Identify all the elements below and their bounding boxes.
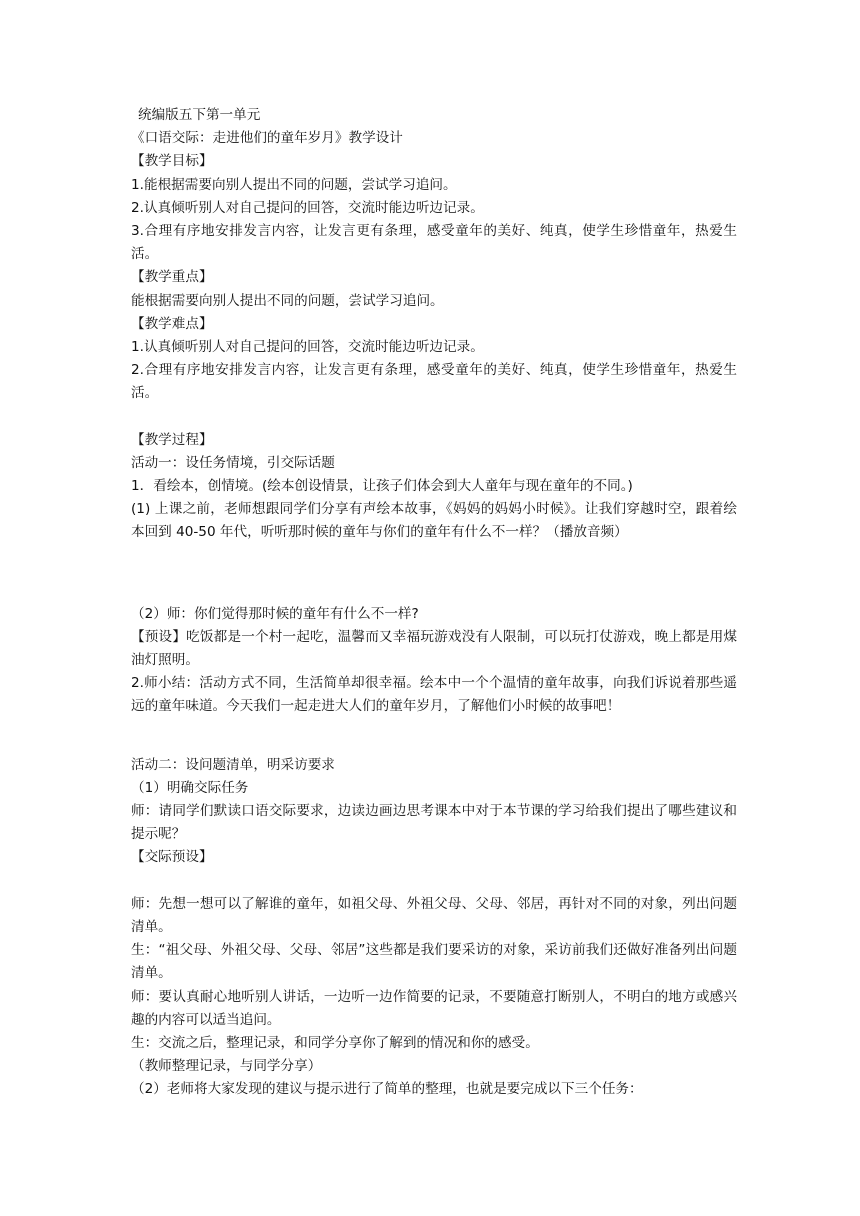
activity2-paragraph-7: （2）老师将大家发现的建议与提示进行了简单的整理，也就是要完成以下三个任务： xyxy=(131,1081,643,1098)
activity2-sub1: （1）明确交际任务 xyxy=(131,779,249,796)
spacer xyxy=(131,870,737,893)
document-page xyxy=(131,104,737,1102)
spacer xyxy=(131,719,737,754)
goal-item-3: 3.合理有序地安排发言内容，让发言更有条理，感受童年的美好、纯真，使学生珍惜童年，热爱生活。 xyxy=(131,223,737,263)
activity1-summary: 2.师小结：活动方式不同，生活简单却很幸福。绘本中一个个温情的童年故事，向我们诉说着那些遥远的童年味道。今天我们一起走进大人们的童年岁月，了解他们小时候的故事吧！ xyxy=(131,675,737,715)
difficulty-item-2: 2.合理有序地安排发言内容，让发言更有条理，感受童年的美好、纯真，使学生珍惜童年，热爱生活。 xyxy=(131,362,737,402)
difficulty-heading: 【教学难点】 xyxy=(131,315,213,332)
activity1-title: 活动一：设任务情境，引交际话题 xyxy=(131,454,335,471)
activity2-paragraph-1: 师：请同学们默读口语交际要求，边读边画边思考课本中对于本节课的学习给我们提出了哪些建议和提示呢？ xyxy=(131,803,737,843)
activity1-paragraph-1: (1) 上课之前，老师想跟同学们分享有声绘本故事，《妈妈的妈妈小时候》。让我们穿越时空，跟着绘本回到 40-50 年代，听听那时候的童年与你们的童年有什么不一样？（播放音频） xyxy=(131,501,737,541)
key-point-heading: 【教学重点】 xyxy=(131,269,213,286)
process-heading: 【教学过程】 xyxy=(131,431,213,448)
difficulty-item-1: 1.认真倾听别人对自己提问的回答，交流时能边听边记录。 xyxy=(131,339,484,356)
spacer xyxy=(131,406,737,429)
goal-item-2: 2.认真倾听别人对自己提问的回答，交流时能边听边记录。 xyxy=(131,199,484,216)
goals-heading: 【教学目标】 xyxy=(131,153,213,170)
document-title: 《口语交际：走进他们的童年岁月》教学设计 xyxy=(131,130,403,147)
spacer xyxy=(131,545,737,603)
activity2-paragraph-4: 师：要认真耐心地听别人讲话，一边听一边作简要的记录，不要随意打断别人，不明白的地方或感兴趣的内容可以适当追问。 xyxy=(131,988,737,1028)
activity2-preset-heading: 【交际预设】 xyxy=(131,849,213,866)
goal-item-1: 1.能根据需要向别人提出不同的问题，尝试学习追问。 xyxy=(131,176,457,193)
key-point-text: 能根据需要向别人提出不同的问题，尝试学习追问。 xyxy=(131,292,444,309)
activity2-paragraph-3: 生：“祖父母、外祖父母、父母、邻居”这些都是我们要采访的对象，采访前我们还做好准备列出问题清单。 xyxy=(131,942,737,982)
activity1-step1: 1．看绘本，创情境。(绘本创设情景，让孩子们体会到大人童年与现在童年的不同。) xyxy=(131,478,633,495)
activity1-question: （2）师：你们觉得那时候的童年有什么不一样? xyxy=(131,605,419,622)
activity2-title: 活动二：设问题清单，明采访要求 xyxy=(131,756,335,773)
activity2-paragraph-5: 生：交流之后，整理记录，和同学分享你了解到的情况和你的感受。 xyxy=(131,1034,539,1051)
activity2-paragraph-6: （教师整理记录，与同学分享） xyxy=(131,1058,322,1075)
activity1-preset: 【预设】吃饭都是一个村一起吃，温馨而又幸福玩游戏没有人限制，可以玩打仗游戏，晚上都是用煤油灯照明。 xyxy=(131,628,737,669)
series-line: 统编版五下第一单元 xyxy=(138,107,261,123)
activity2-paragraph-2: 师：先想一想可以了解谁的童年，如祖父母、外祖父母、父母、邻居，再针对不同的对象，列出问题清单。 xyxy=(131,895,737,935)
